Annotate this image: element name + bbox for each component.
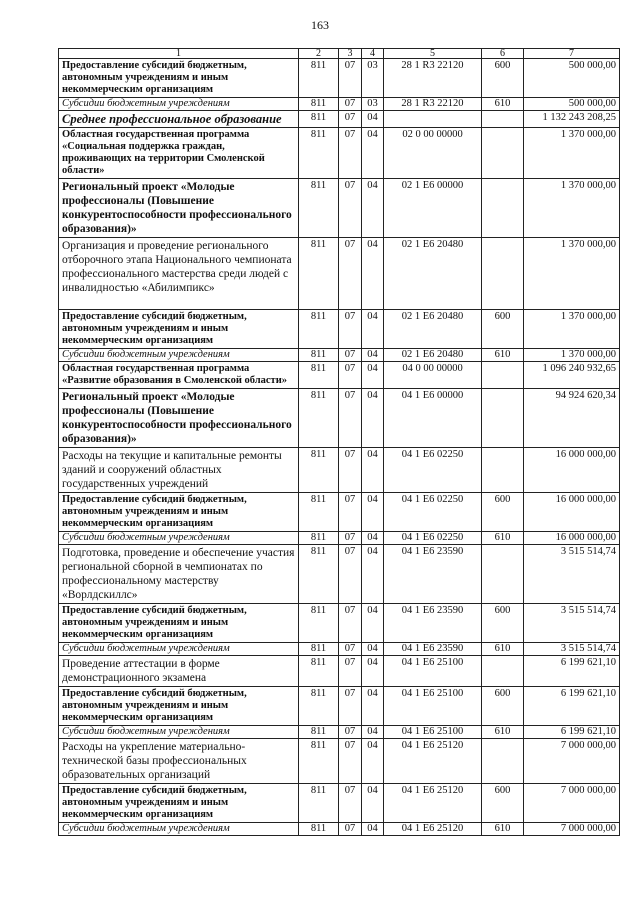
ministry-code-cell: 811 <box>299 448 339 493</box>
page-number: 163 <box>311 18 329 32</box>
ministry-code-cell: 811 <box>299 111 339 128</box>
ministry-code-cell: 811 <box>299 389 339 448</box>
ministry-code-cell: 811 <box>299 128 339 179</box>
expense-type-cell: 610 <box>482 643 524 656</box>
expense-type-cell: 600 <box>482 687 524 726</box>
target-article-cell: 02 1 Е6 00000 <box>384 179 482 238</box>
table-row <box>59 656 620 687</box>
ministry-code-cell: 811 <box>299 493 339 532</box>
table-row <box>59 349 620 362</box>
target-article-cell: 02 1 Е6 20480 <box>384 238 482 310</box>
amount-cell: 3 515 514,74 <box>524 545 620 604</box>
section-code-cell: 07 <box>339 726 362 739</box>
section-code-cell: 07 <box>339 349 362 362</box>
table-row <box>59 389 620 448</box>
table-row <box>59 726 620 739</box>
section-code-cell: 07 <box>339 238 362 310</box>
ministry-code-cell: 811 <box>299 784 339 823</box>
subsection-code-cell: 04 <box>362 238 384 310</box>
subsection-code-cell: 04 <box>362 493 384 532</box>
column-number-header-row <box>59 49 620 59</box>
table-row <box>59 179 620 238</box>
section-code-cell: 07 <box>339 784 362 823</box>
target-article-cell: 04 1 Е6 25120 <box>384 739 482 784</box>
ministry-code-cell: 811 <box>299 604 339 643</box>
subsection-code-cell: 04 <box>362 128 384 179</box>
table-row <box>59 128 620 179</box>
section-code-cell: 07 <box>339 687 362 726</box>
table-row <box>59 643 620 656</box>
subsection-code-cell: 04 <box>362 310 384 349</box>
ministry-code-cell: 811 <box>299 310 339 349</box>
target-article-cell: 02 1 Е6 20480 <box>384 310 482 349</box>
ministry-code-cell: 811 <box>299 98 339 111</box>
row-name-cell: Предоставление субсидий бюджетным, автономным учреждениям и иным некоммерческим организациям <box>59 59 299 98</box>
target-article-cell: 04 1 Е6 25120 <box>384 823 482 836</box>
table-row <box>59 532 620 545</box>
row-name-cell: Субсидии бюджетным учреждениям <box>59 823 299 836</box>
row-name-cell: Областная государственная программа «Развитие образования в Смоленской области» <box>59 362 299 389</box>
section-code-cell: 07 <box>339 823 362 836</box>
target-article-cell: 04 1 Е6 00000 <box>384 389 482 448</box>
section-code-cell: 07 <box>339 111 362 128</box>
ministry-code-cell: 811 <box>299 59 339 98</box>
row-name-cell: Субсидии бюджетным учреждениям <box>59 643 299 656</box>
table-row <box>59 310 620 349</box>
subsection-code-cell: 04 <box>362 545 384 604</box>
section-code-cell: 07 <box>339 98 362 111</box>
amount-cell: 6 199 621,10 <box>524 726 620 739</box>
amount-cell: 94 924 620,34 <box>524 389 620 448</box>
table-row <box>59 98 620 111</box>
amount-cell: 7 000 000,00 <box>524 784 620 823</box>
amount-cell: 500 000,00 <box>524 59 620 98</box>
subsection-code-cell: 04 <box>362 687 384 726</box>
target-article-cell: 04 1 Е6 25120 <box>384 784 482 823</box>
row-name-cell: Предоставление субсидий бюджетным, автономным учреждениям и иным некоммерческим организациям <box>59 604 299 643</box>
section-code-cell: 07 <box>339 448 362 493</box>
column-header: 3 <box>339 49 362 59</box>
table-row <box>59 823 620 836</box>
subsection-code-cell: 03 <box>362 98 384 111</box>
section-code-cell: 07 <box>339 310 362 349</box>
table-row <box>59 238 620 310</box>
subsection-code-cell: 04 <box>362 111 384 128</box>
subsection-code-cell: 04 <box>362 604 384 643</box>
amount-cell: 1 096 240 932,65 <box>524 362 620 389</box>
amount-cell: 16 000 000,00 <box>524 448 620 493</box>
expense-type-cell: 600 <box>482 604 524 643</box>
amount-cell: 6 199 621,10 <box>524 656 620 687</box>
expense-type-cell <box>482 362 524 389</box>
table-row <box>59 448 620 493</box>
expense-type-cell <box>482 179 524 238</box>
subsection-code-cell: 04 <box>362 784 384 823</box>
expense-type-cell <box>482 389 524 448</box>
row-name-cell: Подготовка, проведение и обеспечение участия региональной сборной в чемпионатах по профессиональному мастерству «Ворлдскиллс» <box>59 545 299 604</box>
section-code-cell: 07 <box>339 532 362 545</box>
ministry-code-cell: 811 <box>299 687 339 726</box>
row-name-cell: Предоставление субсидий бюджетным, автономным учреждениям и иным некоммерческим организациям <box>59 687 299 726</box>
target-article-cell: 04 1 Е6 25100 <box>384 726 482 739</box>
column-header: 4 <box>362 49 384 59</box>
expense-type-cell: 600 <box>482 493 524 532</box>
target-article-cell: 04 1 Е6 25100 <box>384 687 482 726</box>
table-row <box>59 687 620 726</box>
expense-type-cell <box>482 545 524 604</box>
table-row <box>59 493 620 532</box>
target-article-cell: 02 0 00 00000 <box>384 128 482 179</box>
row-name-cell: Проведение аттестации в форме демонстрационного экзамена <box>59 656 299 687</box>
ministry-code-cell: 811 <box>299 532 339 545</box>
table-row <box>59 362 620 389</box>
subsection-code-cell: 04 <box>362 349 384 362</box>
section-code-cell: 07 <box>339 656 362 687</box>
row-name-cell: Расходы на укрепление материально-технической базы профессиональных образовательных организаций <box>59 739 299 784</box>
expense-type-cell <box>482 238 524 310</box>
amount-cell: 3 515 514,74 <box>524 643 620 656</box>
expense-type-cell <box>482 656 524 687</box>
row-name-cell: Предоставление субсидий бюджетным, автономным учреждениям и иным некоммерческим организациям <box>59 493 299 532</box>
target-article-cell: 04 1 Е6 25100 <box>384 656 482 687</box>
expense-type-cell: 600 <box>482 310 524 349</box>
row-name-cell: Региональный проект «Молодые профессионалы (Повышение конкурентоспособности профессионального образования)» <box>59 389 299 448</box>
section-code-cell: 07 <box>339 128 362 179</box>
ministry-code-cell: 811 <box>299 643 339 656</box>
expense-type-cell: 610 <box>482 349 524 362</box>
section-code-cell: 07 <box>339 739 362 784</box>
table-row <box>59 545 620 604</box>
target-article-cell: 28 1 R3 22120 <box>384 59 482 98</box>
subsection-code-cell: 04 <box>362 389 384 448</box>
amount-cell: 1 370 000,00 <box>524 179 620 238</box>
column-header: 2 <box>299 49 339 59</box>
table-row <box>59 784 620 823</box>
target-article-cell: 04 1 Е6 02250 <box>384 532 482 545</box>
subsection-code-cell: 03 <box>362 59 384 98</box>
ministry-code-cell: 811 <box>299 545 339 604</box>
expense-type-cell <box>482 448 524 493</box>
row-name-cell: Организация и проведение регионального отборочного этапа Национального чемпионата профессионального мастерства среди людей с инвалидностью «Абилимпикс» <box>59 238 299 310</box>
expense-type-cell <box>482 111 524 128</box>
amount-cell: 3 515 514,74 <box>524 604 620 643</box>
column-header: 5 <box>384 49 482 59</box>
row-name-cell: Расходы на текущие и капитальные ремонты зданий и сооружений областных государственных учреждений <box>59 448 299 493</box>
row-name-cell: Субсидии бюджетным учреждениям <box>59 349 299 362</box>
target-article-cell: 04 1 Е6 02250 <box>384 448 482 493</box>
expense-type-cell: 610 <box>482 532 524 545</box>
row-name-cell: Предоставление субсидий бюджетным, автономным учреждениям и иным некоммерческим организациям <box>59 310 299 349</box>
subsection-code-cell: 04 <box>362 656 384 687</box>
expense-type-cell <box>482 739 524 784</box>
target-article-cell: 04 1 Е6 23590 <box>384 643 482 656</box>
column-header: 1 <box>59 49 299 59</box>
row-name-cell: Субсидии бюджетным учреждениям <box>59 532 299 545</box>
amount-cell: 1 370 000,00 <box>524 128 620 179</box>
budget-table <box>58 48 620 836</box>
amount-cell: 7 000 000,00 <box>524 739 620 784</box>
amount-cell: 1 370 000,00 <box>524 310 620 349</box>
table-row <box>59 111 620 128</box>
row-name-cell: Субсидии бюджетным учреждениям <box>59 726 299 739</box>
ministry-code-cell: 811 <box>299 739 339 784</box>
amount-cell: 7 000 000,00 <box>524 823 620 836</box>
amount-cell: 500 000,00 <box>524 98 620 111</box>
target-article-cell: 02 1 Е6 20480 <box>384 349 482 362</box>
section-code-cell: 07 <box>339 59 362 98</box>
target-article-cell: 04 1 Е6 23590 <box>384 604 482 643</box>
section-code-cell: 07 <box>339 643 362 656</box>
subsection-code-cell: 04 <box>362 739 384 784</box>
ministry-code-cell: 811 <box>299 726 339 739</box>
subsection-code-cell: 04 <box>362 362 384 389</box>
table-row <box>59 739 620 784</box>
section-code-cell: 07 <box>339 389 362 448</box>
subsection-code-cell: 04 <box>362 179 384 238</box>
row-name-cell: Региональный проект «Молодые профессионалы (Повышение конкурентоспособности профессионального образования)» <box>59 179 299 238</box>
table-row <box>59 604 620 643</box>
target-article-cell: 04 1 Е6 23590 <box>384 545 482 604</box>
table-body <box>59 59 620 836</box>
ministry-code-cell: 811 <box>299 362 339 389</box>
section-code-cell: 07 <box>339 179 362 238</box>
ministry-code-cell: 811 <box>299 349 339 362</box>
row-name-cell: Среднее профессиональное образование <box>59 111 299 128</box>
subsection-code-cell: 04 <box>362 448 384 493</box>
column-header: 6 <box>482 49 524 59</box>
target-article-cell <box>384 111 482 128</box>
section-code-cell: 07 <box>339 362 362 389</box>
table-row <box>59 59 620 98</box>
column-header: 7 <box>524 49 620 59</box>
row-name-cell: Предоставление субсидий бюджетным, автономным учреждениям и иным некоммерческим организациям <box>59 784 299 823</box>
ministry-code-cell: 811 <box>299 179 339 238</box>
section-code-cell: 07 <box>339 604 362 643</box>
expense-type-cell: 610 <box>482 823 524 836</box>
target-article-cell: 04 0 00 00000 <box>384 362 482 389</box>
ministry-code-cell: 811 <box>299 823 339 836</box>
subsection-code-cell: 04 <box>362 643 384 656</box>
subsection-code-cell: 04 <box>362 726 384 739</box>
amount-cell: 6 199 621,10 <box>524 687 620 726</box>
amount-cell: 16 000 000,00 <box>524 493 620 532</box>
expense-type-cell: 610 <box>482 98 524 111</box>
amount-cell: 1 370 000,00 <box>524 238 620 310</box>
ministry-code-cell: 811 <box>299 656 339 687</box>
target-article-cell: 28 1 R3 22120 <box>384 98 482 111</box>
section-code-cell: 07 <box>339 493 362 532</box>
expense-type-cell: 600 <box>482 784 524 823</box>
expense-type-cell <box>482 128 524 179</box>
amount-cell: 1 370 000,00 <box>524 349 620 362</box>
amount-cell: 1 132 243 208,25 <box>524 111 620 128</box>
ministry-code-cell: 811 <box>299 238 339 310</box>
expense-type-cell: 610 <box>482 726 524 739</box>
subsection-code-cell: 04 <box>362 823 384 836</box>
target-article-cell: 04 1 Е6 02250 <box>384 493 482 532</box>
section-code-cell: 07 <box>339 545 362 604</box>
subsection-code-cell: 04 <box>362 532 384 545</box>
row-name-cell: Областная государственная программа «Социальная поддержка граждан, проживающих на территории Смоленской области» <box>59 128 299 179</box>
row-name-cell: Субсидии бюджетным учреждениям <box>59 98 299 111</box>
expense-type-cell: 600 <box>482 59 524 98</box>
amount-cell: 16 000 000,00 <box>524 532 620 545</box>
